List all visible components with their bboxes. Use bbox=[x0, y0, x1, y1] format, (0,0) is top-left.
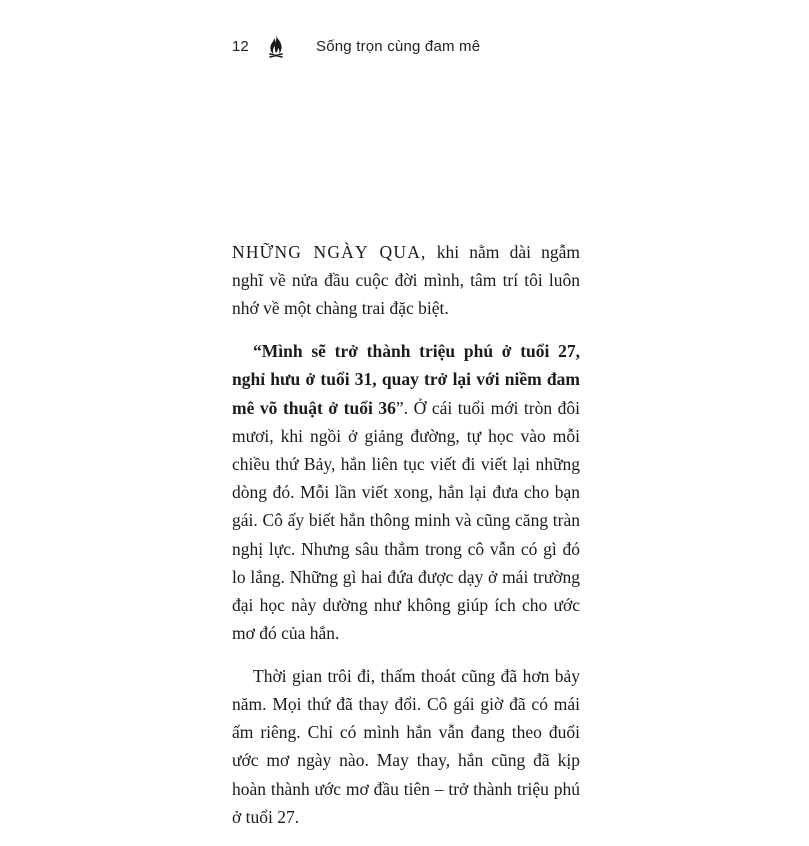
paragraph-3 bbox=[232, 662, 580, 831]
page-number: 12 bbox=[232, 37, 249, 55]
body-text bbox=[232, 238, 580, 846]
paragraph-1 bbox=[232, 238, 580, 323]
paragraph-2 bbox=[232, 337, 580, 647]
bold-quote: “Mình sẽ trở thành triệu phú ở tuổi 27, nghỉ hưu ở tuổi 31, quay trở lại với niềm đam mê võ thuật ở tuổi 36 bbox=[232, 341, 580, 418]
paragraph-lead-caps: NHỮNG NGÀY QUA, bbox=[232, 242, 427, 262]
paragraph-2-text: ”. Ở cái tuổi mới tròn đôi mươi, khi ngồi ở giảng đường, tự học vào mỗi chiều thứ Bảy, hắn liên tục viết đi viết lại những dòng đó. Mỗi lần viết xong, hắn lại đưa cho bạn gái. Cô ấy biết hắn thông minh và cũng căng tràn nghị lực. Nhưng sâu thẳm trong cô vẫn có gì đó lo lắng. Những gì hai đứa được dạy ở mái trường đại học này dường như không giúp ích cho ước mơ đó của hắn. bbox=[232, 397, 581, 644]
flame-icon bbox=[266, 34, 286, 58]
running-title: Sống trọn cùng đam mê bbox=[316, 37, 481, 55]
paragraph-1-text: khi nằm dài ngẫm nghĩ về nửa đầu cuộc đời mình, tâm trí tôi luôn nhớ về một chàng trai đặc biệt. bbox=[232, 242, 580, 319]
running-header bbox=[232, 32, 480, 60]
paragraph-3-text: Thời gian trôi đi, thấm thoát cũng đã hơn bảy năm. Mọi thứ đã thay đổi. Cô gái giờ đã có mái ấm riêng. Chỉ có mình hắn vẫn đang theo đuổi ước mơ ngày nào. May thay, hắn cũng đã kịp hoàn thành ước mơ đầu tiên – trở thành triệu phú ở tuổi 27. bbox=[232, 665, 580, 827]
